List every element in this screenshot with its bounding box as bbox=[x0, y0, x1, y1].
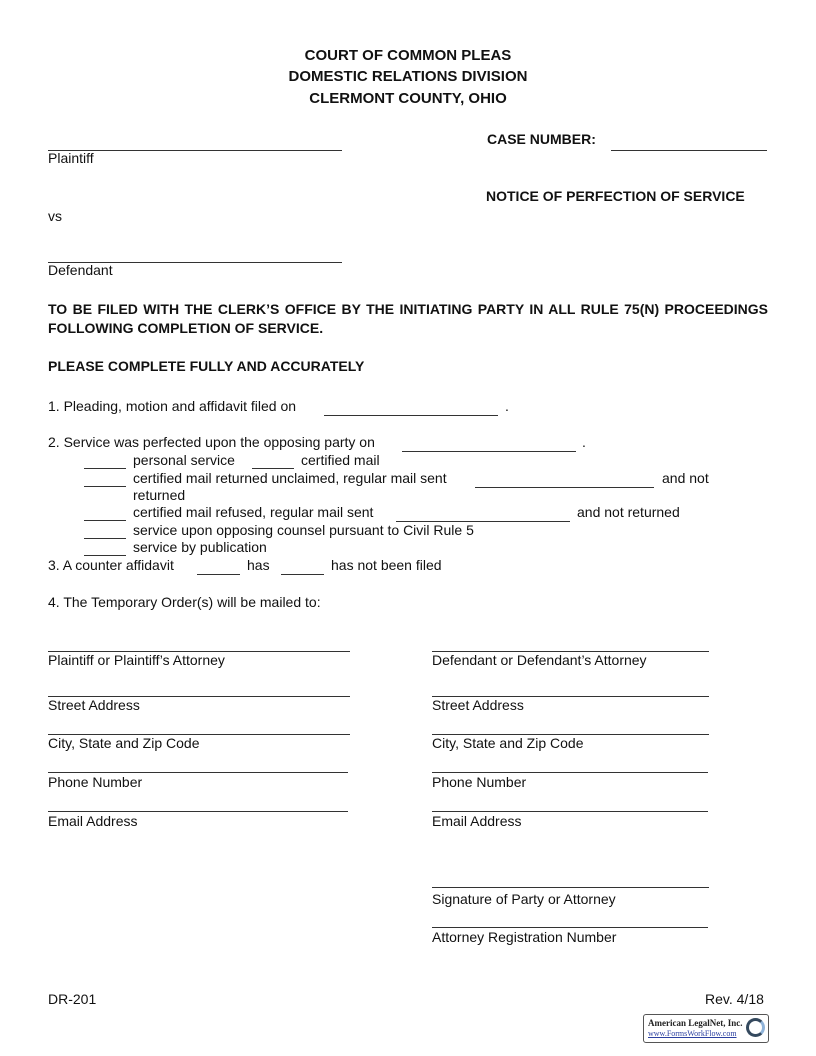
defendant-attorney-field[interactable] bbox=[432, 635, 709, 652]
registration-number-label: Attorney Registration Number bbox=[432, 929, 617, 945]
signature-label: Signature of Party or Attorney bbox=[432, 891, 616, 907]
defendant-street-label: Street Address bbox=[432, 697, 524, 713]
personal-service-checkline[interactable] bbox=[84, 452, 126, 469]
item1-period: . bbox=[505, 398, 509, 414]
publisher-logo bbox=[643, 1014, 769, 1043]
county-name: CLERMONT COUNTY, OHIO bbox=[309, 90, 507, 107]
defendant-phone-label: Phone Number bbox=[432, 774, 527, 790]
plaintiff-name-field[interactable] bbox=[48, 134, 342, 151]
item4-label: 4. The Temporary Order(s) will be mailed to: bbox=[48, 594, 321, 610]
certified-mail-checkline[interactable] bbox=[252, 452, 294, 469]
form-number: DR-201 bbox=[48, 991, 97, 1007]
service-date-field[interactable] bbox=[402, 435, 576, 452]
certified-mail-label: certified mail bbox=[301, 452, 380, 468]
logo-swirl-icon bbox=[746, 1018, 765, 1037]
plaintiff-label: Plaintiff bbox=[48, 150, 94, 166]
plaintiff-phone-label: Phone Number bbox=[48, 774, 143, 790]
registration-number-field[interactable] bbox=[432, 911, 708, 928]
has-not-checkline[interactable] bbox=[281, 558, 324, 575]
plaintiff-phone-field[interactable] bbox=[48, 756, 348, 773]
item3-label: 3. A counter affidavit bbox=[48, 557, 174, 573]
defendant-label: Defendant bbox=[48, 262, 113, 278]
defendant-name-field[interactable] bbox=[48, 246, 342, 263]
filing-notice: TO BE FILED WITH THE CLERK’S OFFICE BY THE INITIATING PARTY IN ALL RULE 75(N) PROCEEDINGS FOLLOWING COMPLETION OF SERVICE. bbox=[48, 301, 768, 336]
case-number-label: CASE NUMBER: bbox=[487, 131, 596, 147]
personal-service-label: personal service bbox=[133, 452, 235, 468]
returned-label: returned bbox=[133, 487, 186, 503]
plaintiff-email-field[interactable] bbox=[48, 795, 348, 812]
defendant-attorney-label: Defendant or Defendant’s Attorney bbox=[432, 652, 647, 668]
logo-website: www.FormsWorkFlow.com bbox=[648, 1029, 737, 1038]
refused-regular-mail-date-field[interactable] bbox=[396, 505, 570, 522]
has-label: has bbox=[247, 557, 270, 573]
signature-field[interactable] bbox=[432, 871, 709, 888]
plaintiff-street-label: Street Address bbox=[48, 697, 140, 713]
unclaimed-regular-mail-date-field[interactable] bbox=[475, 471, 654, 488]
plaintiff-attorney-field[interactable] bbox=[48, 635, 350, 652]
plaintiff-street-field[interactable] bbox=[48, 680, 350, 697]
filing-date-field[interactable] bbox=[324, 399, 498, 416]
defendant-street-field[interactable] bbox=[432, 680, 709, 697]
case-number-field[interactable] bbox=[611, 134, 767, 151]
has-not-been-filed-label: has not been filed bbox=[331, 557, 442, 573]
notice-title: NOTICE OF PERFECTION OF SERVICE bbox=[486, 188, 745, 204]
court-name: COURT OF COMMON PLEAS bbox=[304, 47, 512, 64]
certified-refused-label: certified mail refused, regular mail sent bbox=[133, 504, 374, 520]
item2-label: 2. Service was perfected upon the opposing party on bbox=[48, 434, 375, 450]
item1-label: 1. Pleading, motion and affidavit filed on bbox=[48, 398, 297, 414]
publication-checkline[interactable] bbox=[84, 539, 126, 556]
certified-unclaimed-label: certified mail returned unclaimed, regular mail sent bbox=[133, 470, 447, 486]
certified-unclaimed-checkline[interactable] bbox=[84, 470, 126, 487]
plaintiff-attorney-label: Plaintiff or Plaintiff’s Attorney bbox=[48, 652, 225, 668]
defendant-email-label: Email Address bbox=[432, 813, 522, 829]
logo-company-name: American LegalNet, Inc. bbox=[648, 1018, 743, 1028]
plaintiff-city-label: City, State and Zip Code bbox=[48, 735, 200, 751]
defendant-city-label: City, State and Zip Code bbox=[432, 735, 584, 751]
division-name: DOMESTIC RELATIONS DIVISION bbox=[288, 68, 528, 85]
revision-date: Rev. 4/18 bbox=[705, 991, 764, 1007]
vs-label: vs bbox=[48, 208, 62, 224]
plaintiff-email-label: Email Address bbox=[48, 813, 138, 829]
complete-notice: PLEASE COMPLETE FULLY AND ACCURATELY bbox=[48, 358, 365, 374]
publication-label: service by publication bbox=[133, 539, 267, 555]
and-not-returned-label: and not returned bbox=[577, 504, 680, 520]
has-checkline[interactable] bbox=[197, 558, 240, 575]
opposing-counsel-checkline[interactable] bbox=[84, 522, 126, 539]
and-not-label: and not bbox=[662, 470, 709, 486]
defendant-email-field[interactable] bbox=[432, 795, 708, 812]
plaintiff-city-field[interactable] bbox=[48, 718, 350, 735]
certified-refused-checkline[interactable] bbox=[84, 504, 126, 521]
item2-period: . bbox=[582, 434, 586, 450]
defendant-phone-field[interactable] bbox=[432, 756, 708, 773]
opposing-counsel-label: service upon opposing counsel pursuant to Civil Rule 5 bbox=[133, 522, 474, 538]
defendant-city-field[interactable] bbox=[432, 718, 709, 735]
